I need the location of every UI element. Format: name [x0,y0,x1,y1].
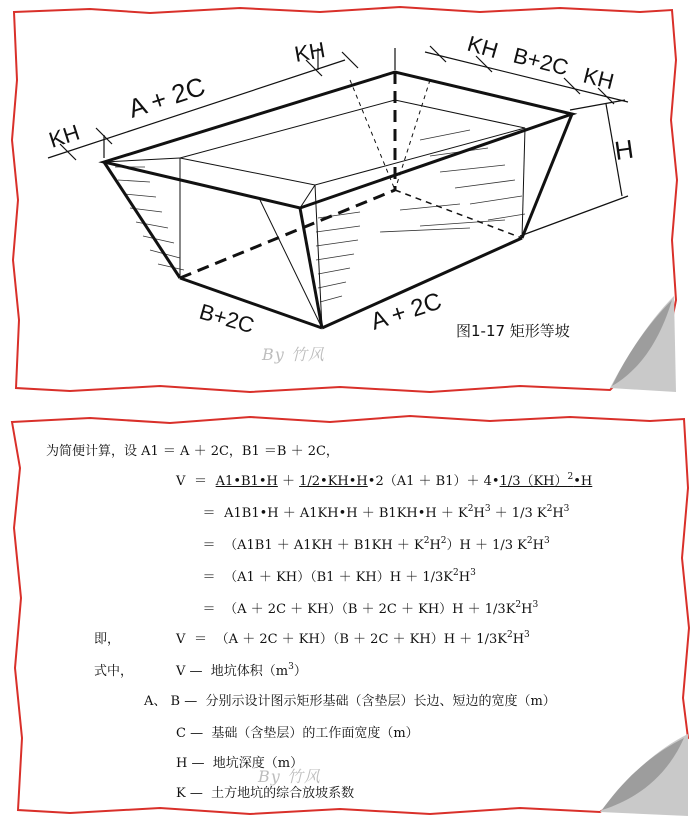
torn-paper-border [12,7,677,392]
watermark: By 竹风 [262,345,325,364]
plus-sign: ＋ [281,474,295,489]
definition-c: C — 基础（含垫层）的工作面宽度（m） [176,726,419,741]
formula-line-5: ＝ $(A + 2C + KH)(B + 2C + KH)H + 1/3K^2H^3$ [198,602,538,618]
definition-v: V — 地坑体积$(m^3)$ [176,662,307,679]
equals-sign: ＝ [202,506,216,521]
ji-label: 即， [94,632,121,647]
figure-drawing [0,0,696,400]
shizhong-label: 式中， [94,664,134,679]
b-bottom-label: B+2C [196,298,258,339]
v-symbol: V [176,474,186,489]
formula-final: $V = (A + 2C + KH)(B + 2C + KH)H + 1/3K^2H^3$ [176,630,530,647]
definition-k: K — 土方地坑的综合放坡系数 [176,786,355,801]
equals-sign: ＝ [202,602,216,617]
figure-panel [0,0,696,400]
v-symbol: V [176,632,186,647]
watermark: By 竹风 [258,767,321,786]
kh-top-mid-label: KH [292,36,327,67]
formula-line-4: ＝ $(A1 + KH)(B1 + KH)H + 1/3K^2H^3$ [198,570,476,586]
b-top-label: B+2C [510,42,571,81]
term-a1b1h: A1•B1•H [215,474,278,489]
kh-top-right-label: KH [464,30,501,64]
a-top-label: A + 2C [124,70,209,124]
term-half-kh-h: 1/2•KH•H [299,474,368,489]
h-side-label: H [612,133,636,166]
a-bottom-label: A + 2C [367,287,446,336]
equals-sign: ＝ [202,570,216,585]
kh-far-right-label: KH [580,62,617,95]
equals-sign: ＝ [194,474,208,489]
formula-panel [0,408,696,821]
equals-sign: ＝ [194,632,208,647]
term-sides: •2（A1 ＋ B1）＋ 4• [367,474,500,489]
formula-line-1 [176,474,592,490]
definition-h: H — 地坑深度（m） [176,756,304,771]
formula-intro: 为简便计算，设 A1 ＝ A ＋ 2C，B1 ＝B ＋ 2C， [46,444,339,459]
figure-caption: 图1-17 矩形等坡 [456,322,570,340]
formula-line-2: ＝ A1B1•H ＋ A1KH•H ＋ B1KH•H ＋ $K^2H^3 + 1/3$ $K^2H^3$ [198,506,569,522]
term-corners: 1/3（KH）$^2$•H [499,472,593,489]
formula-line-3: ＝ $(A1B1 + A1KH + B1KH + K^2H^2)H + 1/3$ $K^2H^3$ [198,538,550,554]
equals-sign: ＝ [202,538,216,553]
kh-left-label: KH [45,119,83,153]
definition-ab: A、 B — 分别示设计图示矩形基础（含垫层）长边、短边的宽度（m） [144,694,556,709]
